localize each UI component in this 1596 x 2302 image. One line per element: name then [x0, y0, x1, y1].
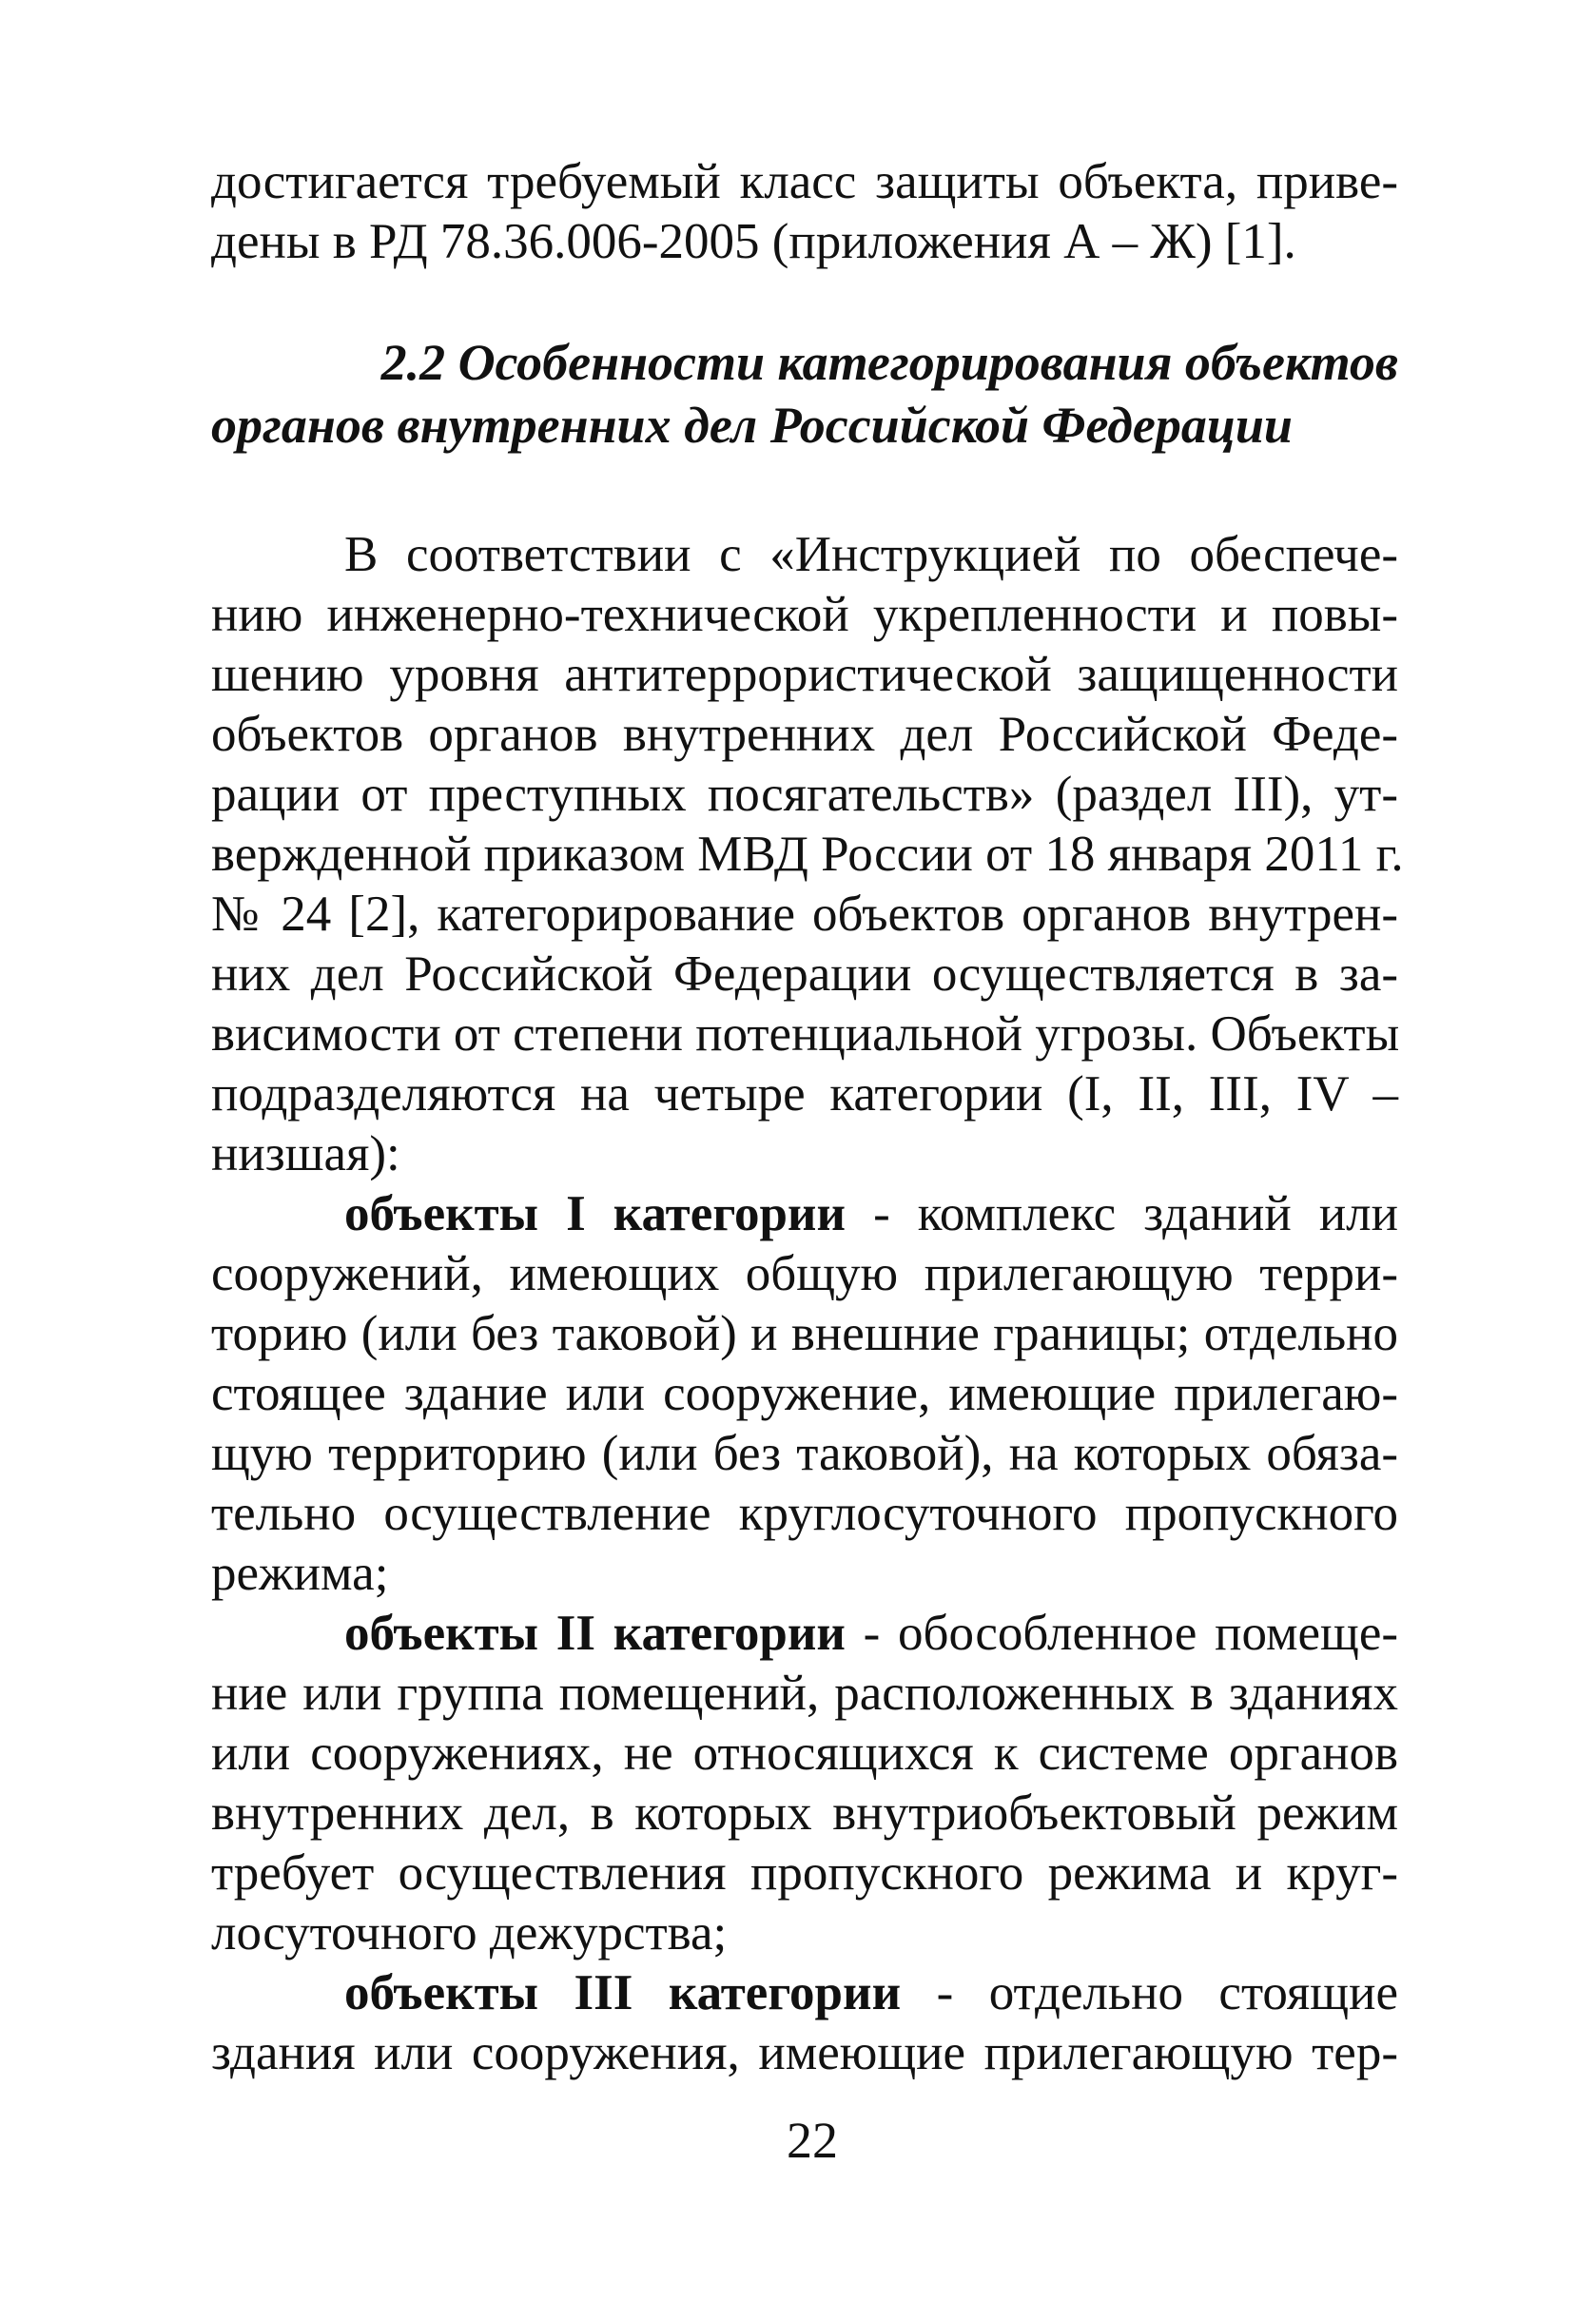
paragraph-line: лосуточного дежурства; [211, 1905, 728, 1961]
category-1-term: объекты I категории [344, 1186, 847, 1241]
category-1-first-line-rest: - комплекс зданий или [846, 1186, 1398, 1241]
paragraph-line: стоящее здание или сооружение, имеющие прилегаю- [211, 1366, 1398, 1421]
paragraph-line: № 24 [2], категорирование объектов органов внутрен- [211, 887, 1398, 942]
page-number: 22 [787, 2112, 838, 2169]
paragraph-line: тельно осуществление круглосуточного пропускного [211, 1486, 1398, 1541]
paragraph-line: режима; [211, 1546, 389, 1601]
section-heading [211, 331, 1398, 457]
paragraph-line: требует осуществления пропускного режима и круг- [211, 1845, 1398, 1901]
paragraph-line: сооружений, имеющих общую прилегающую терри- [211, 1246, 1398, 1301]
paragraph-line: объектов органов внутренних дел Российской Феде- [211, 707, 1398, 762]
paragraph-line: торию (или без таковой) и внешние границы; отдельно [211, 1306, 1398, 1361]
category-3-first-line [211, 1963, 1398, 2023]
category-3-paragraph [211, 1963, 1398, 2083]
category-3-first-line-rest: - отдельно стоящие [901, 1965, 1398, 2020]
intro-paragraph [211, 152, 1398, 272]
category-1-first-line [211, 1184, 1398, 1244]
paragraph-line: висимости от степени потенциальной угрозы. Объекты [211, 1006, 1400, 1062]
paragraph-line: вержденной приказом МВД России от 18 января 2011 г. [211, 827, 1404, 882]
category-1-paragraph [211, 1184, 1398, 1604]
paragraph-line: щую территорию (или без таковой), на которых обяза- [211, 1426, 1398, 1481]
intro-line: достигается требуемый класс защиты объекта, приве- [211, 154, 1398, 209]
paragraph-line: рации от преступных посягательств» (раздел III), ут- [211, 767, 1398, 822]
category-2-term: объекты II категории [344, 1606, 846, 1661]
page-content [211, 152, 1404, 2083]
paragraph-line: низшая): [211, 1126, 400, 1181]
paragraph-line: ние или группа помещений, расположенных в зданиях [211, 1666, 1398, 1721]
paragraph-line: них дел Российской Федерации осуществляется в за- [211, 946, 1398, 1002]
paragraph-line: или сооружениях, не относящихся к системе органов [211, 1726, 1398, 1781]
paragraph-line: шению уровня антитеррористической защищенности [211, 647, 1398, 702]
paragraph-line: нию инженерно-технической укрепленности и повы- [211, 587, 1398, 642]
paragraph-line: внутренних дел, в которых внутриобъектовый режим [211, 1785, 1398, 1841]
intro-line: дены в РД 78.36.006-2005 (приложения А – Ж) [1]. [211, 214, 1296, 269]
paragraph-line: подразделяются на четыре категории (I, II, III, IV – [211, 1066, 1398, 1122]
section-heading-line: 2.2 Особенности категорирования объектов [380, 334, 1398, 391]
paragraph-categorization [211, 525, 1404, 1184]
paragraph-line: В соответствии с «Инструкцией по обеспече- [344, 527, 1398, 582]
section-heading-line: органов внутренних дел Российской Федерации [211, 397, 1293, 454]
category-3-term: объекты III категории [344, 1965, 902, 2020]
category-2-paragraph [211, 1604, 1398, 1963]
category-2-first-line [211, 1604, 1398, 1664]
paragraph-line: здания или сооружения, имеющие прилегающую тер- [211, 2025, 1398, 2080]
category-2-first-line-rest: - обособленное помеще- [845, 1606, 1398, 1661]
